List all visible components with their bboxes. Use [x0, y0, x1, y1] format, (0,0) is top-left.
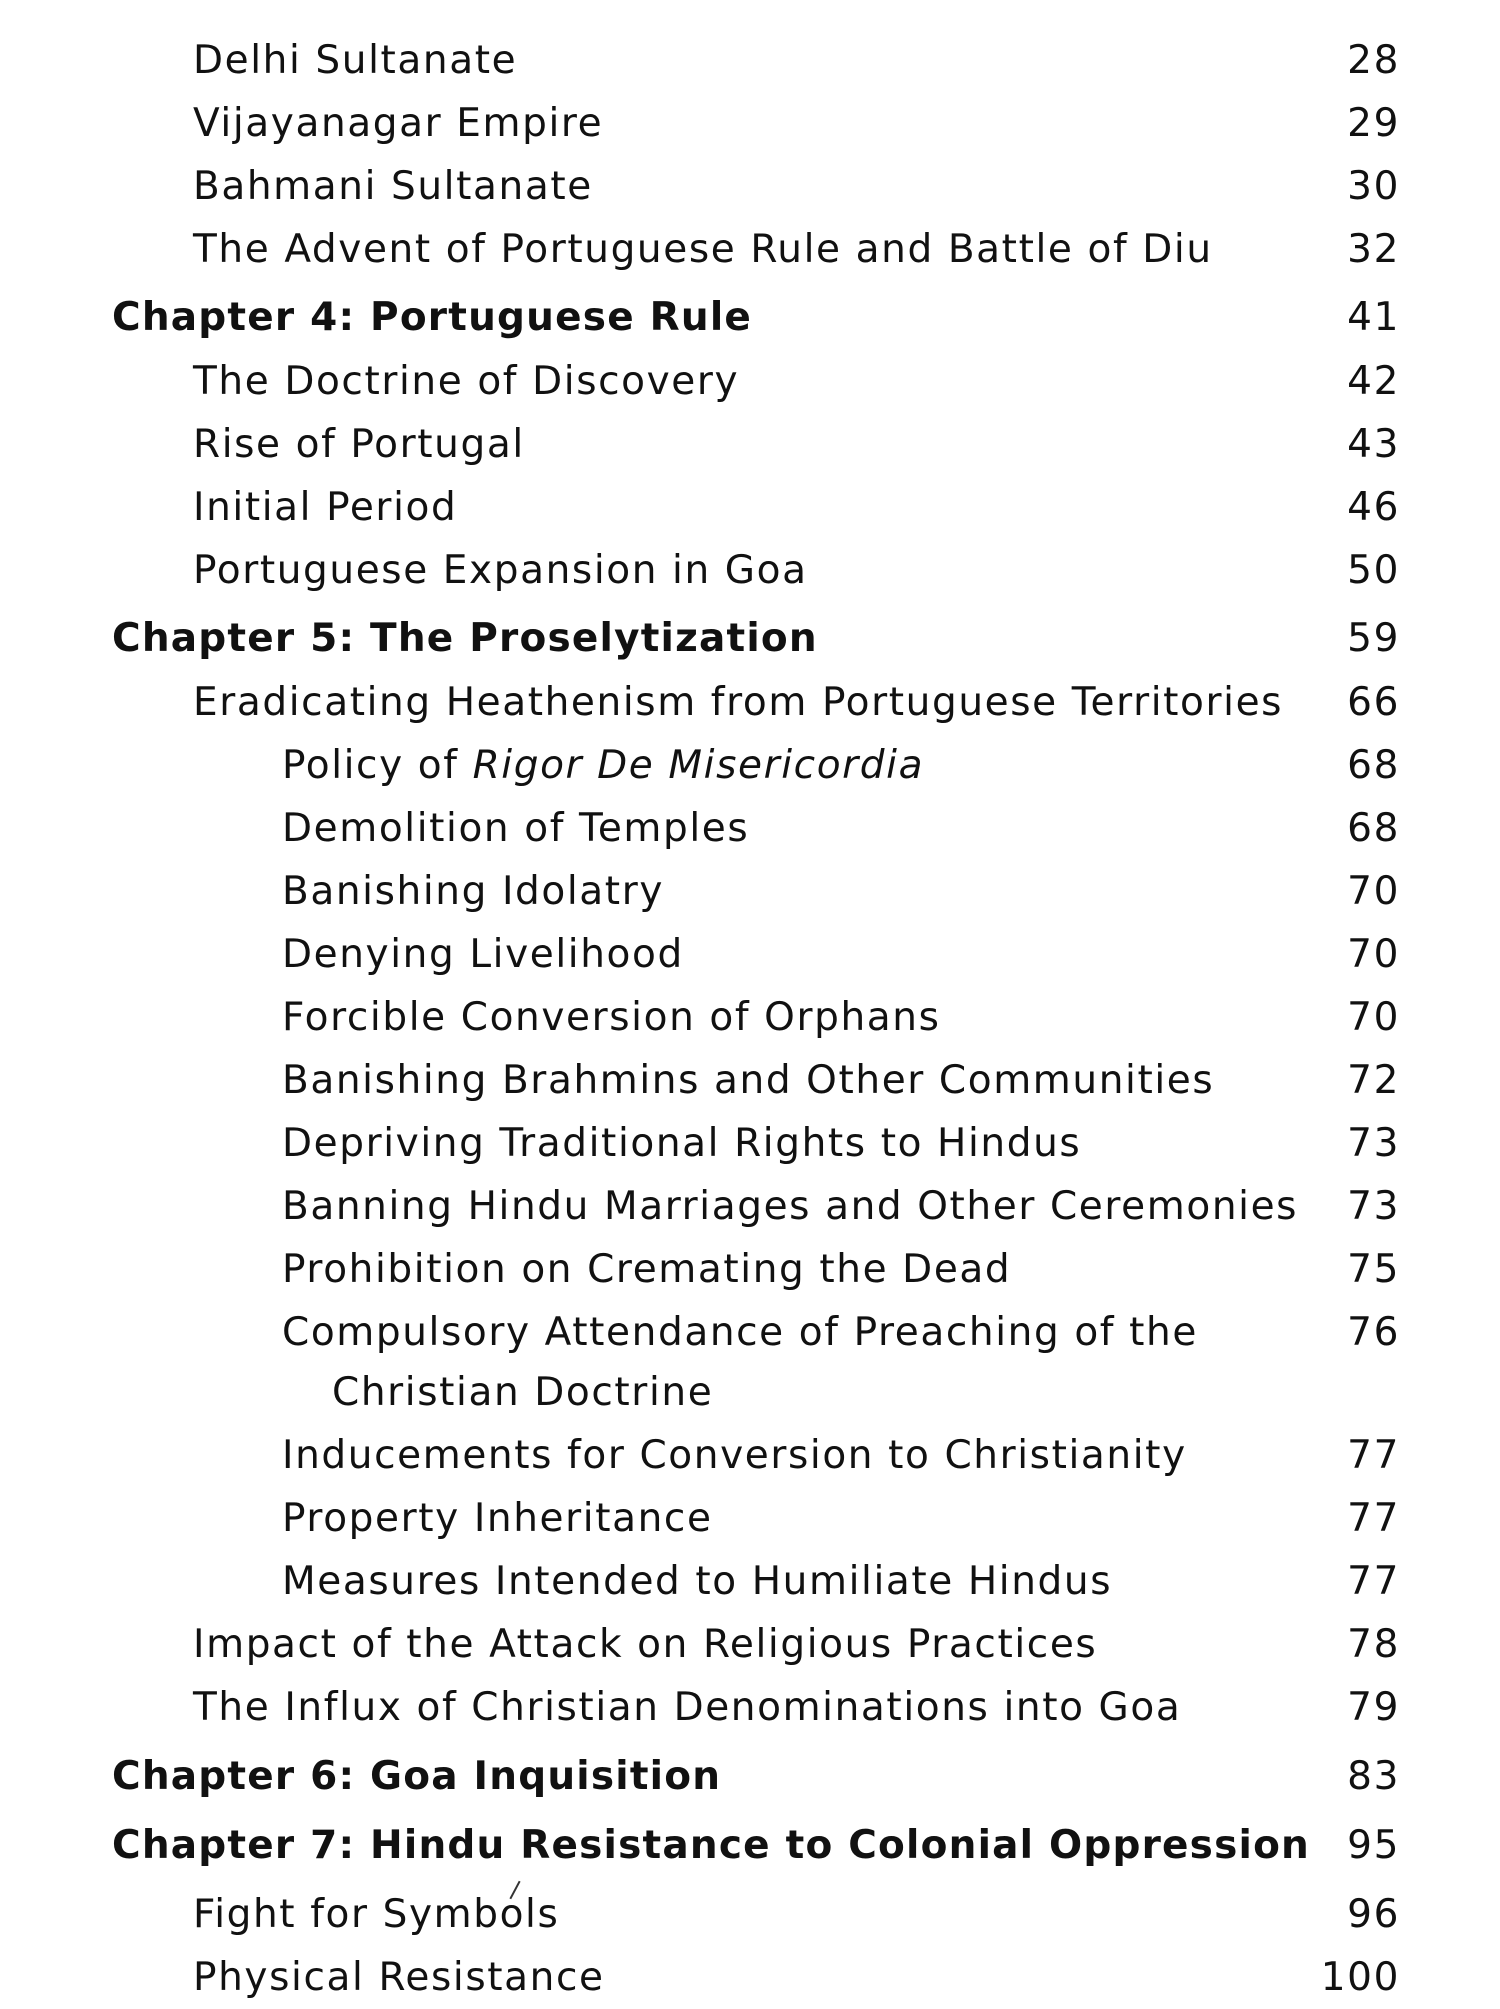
toc-page-number: 41 — [1347, 295, 1400, 340]
toc-entry-title: Forcible Conversion of Orphans — [282, 995, 941, 1040]
toc-entry-title: Measures Intended to Humiliate Hindus — [282, 1559, 1113, 1604]
toc-chapter-heading — [0, 1746, 1500, 1808]
toc-entry-title: Eradicating Heathenism from Portuguese Territories — [193, 680, 1284, 725]
toc-page-number: 77 — [1347, 1433, 1400, 1478]
toc-entry — [0, 1677, 1500, 1739]
toc-page-number: 77 — [1347, 1559, 1400, 1604]
toc-chapter-title: Chapter 6: Goa Inquisition — [112, 1754, 722, 1799]
toc-chapter-heading — [0, 287, 1500, 349]
toc-page-number: 66 — [1347, 680, 1400, 725]
toc-page-number: 68 — [1347, 743, 1400, 788]
toc-entry — [0, 1425, 1500, 1487]
toc-entry — [0, 924, 1500, 986]
toc-entry-title: Inducements for Conversion to Christianity — [282, 1433, 1187, 1478]
toc-page-number: 83 — [1347, 1754, 1400, 1799]
toc-entry-title — [282, 735, 924, 797]
toc-entry — [0, 219, 1500, 281]
toc-entry — [0, 351, 1500, 413]
toc-entry — [0, 540, 1500, 602]
toc-entry-title: Demolition of Temples — [282, 806, 750, 851]
toc-page-number: 29 — [1347, 101, 1400, 146]
toc-chapter-title: Chapter 7: Hindu Resistance to Colonial Oppression — [112, 1823, 1311, 1868]
toc-entry-title: The Doctrine of Discovery — [193, 359, 740, 404]
toc-entry-title-continuation: Christian Doctrine — [332, 1370, 714, 1415]
toc-page-number: 72 — [1347, 1058, 1400, 1103]
toc-entry — [0, 477, 1500, 539]
toc-chapter-title: Chapter 4: Portuguese Rule — [112, 295, 753, 340]
toc-page-number: 78 — [1347, 1622, 1400, 1667]
toc-page-number: 77 — [1347, 1496, 1400, 1541]
toc-entry-title: Depriving Traditional Rights to Hindus — [282, 1121, 1082, 1166]
toc-entry-title: Property Inheritance — [282, 1496, 713, 1541]
toc-entry — [0, 30, 1500, 92]
toc-chapter-heading — [0, 1815, 1500, 1877]
toc-page-number: 50 — [1347, 548, 1400, 593]
toc-chapter-title: Chapter 5: The Proselytization — [112, 616, 818, 661]
toc-entry — [0, 93, 1500, 155]
toc-page-number: 75 — [1347, 1247, 1400, 1292]
toc-entry-title: The Influx of Christian Denominations into Goa — [193, 1685, 1182, 1730]
toc-chapter-heading — [0, 608, 1500, 670]
toc-entry — [0, 414, 1500, 476]
toc-page-number: 32 — [1347, 227, 1400, 272]
toc-page-number: 28 — [1347, 38, 1400, 83]
toc-page-number: 46 — [1347, 485, 1400, 530]
toc-entry — [0, 798, 1500, 860]
toc-entry — [0, 672, 1500, 734]
toc-page-number: 73 — [1347, 1121, 1400, 1166]
toc-page-number: 43 — [1347, 422, 1400, 467]
toc-entry-title: Portuguese Expansion in Goa — [193, 548, 808, 593]
toc-page-number: 79 — [1347, 1685, 1400, 1730]
toc-entry-title: Impact of the Attack on Religious Practices — [193, 1622, 1098, 1667]
toc-entry — [0, 1884, 1500, 1946]
toc-entry — [0, 1176, 1500, 1238]
toc-entry-title: Physical Resistance — [193, 1955, 605, 2000]
toc-entry-title: Bahmani Sultanate — [193, 164, 593, 209]
toc-entry — [0, 1050, 1500, 1112]
toc-entry — [0, 156, 1500, 218]
toc-entry-title: Prohibition on Cremating the Dead — [282, 1247, 1012, 1292]
toc-entry-title: The Advent of Portuguese Rule and Battle of Diu — [193, 227, 1213, 272]
toc-entry-title: Banishing Idolatry — [282, 869, 665, 914]
toc-page-number: 100 — [1320, 1955, 1400, 2000]
toc-entry — [0, 861, 1500, 923]
toc-entry — [0, 1302, 1500, 1364]
toc-page-number: 73 — [1347, 1184, 1400, 1229]
toc-entry-title: Fight for Symbols — [193, 1892, 560, 1937]
toc-page-number: 70 — [1347, 869, 1400, 914]
toc-entry-title: Delhi Sultanate — [193, 38, 518, 83]
toc-page-number: 70 — [1347, 995, 1400, 1040]
toc-page-number: 95 — [1347, 1823, 1400, 1868]
toc-entry-title: Vijayanagar Empire — [193, 101, 604, 146]
toc-entry-title: Compulsory Attendance of Preaching of the — [282, 1310, 1198, 1355]
toc-entry-title-prefix: Policy of — [282, 743, 473, 788]
toc-entry — [0, 1614, 1500, 1676]
toc-entry-title: Banishing Brahmins and Other Communities — [282, 1058, 1215, 1103]
toc-entry-title: Initial Period — [193, 485, 458, 530]
toc-entry-title: Banning Hindu Marriages and Other Ceremonies — [282, 1184, 1299, 1229]
toc-entry — [0, 1551, 1500, 1613]
toc-entry-title-italic: Rigor De Misericordia — [472, 743, 925, 788]
toc-page-number: 30 — [1347, 164, 1400, 209]
toc-page-number: 70 — [1347, 932, 1400, 977]
toc-page-number: 59 — [1347, 616, 1400, 661]
toc-entry — [0, 1113, 1500, 1175]
toc-page-number: 68 — [1347, 806, 1400, 851]
toc-page-number: 76 — [1347, 1310, 1400, 1355]
toc-entry — [0, 1239, 1500, 1301]
toc-entry-title: Rise of Portugal — [193, 422, 525, 467]
toc-entry — [0, 1488, 1500, 1550]
toc-page-number: 42 — [1347, 359, 1400, 404]
toc-page-number: 96 — [1347, 1892, 1400, 1937]
toc-entry-title: Denying Livelihood — [282, 932, 684, 977]
toc-entry — [0, 735, 1500, 797]
toc-entry — [0, 987, 1500, 1049]
